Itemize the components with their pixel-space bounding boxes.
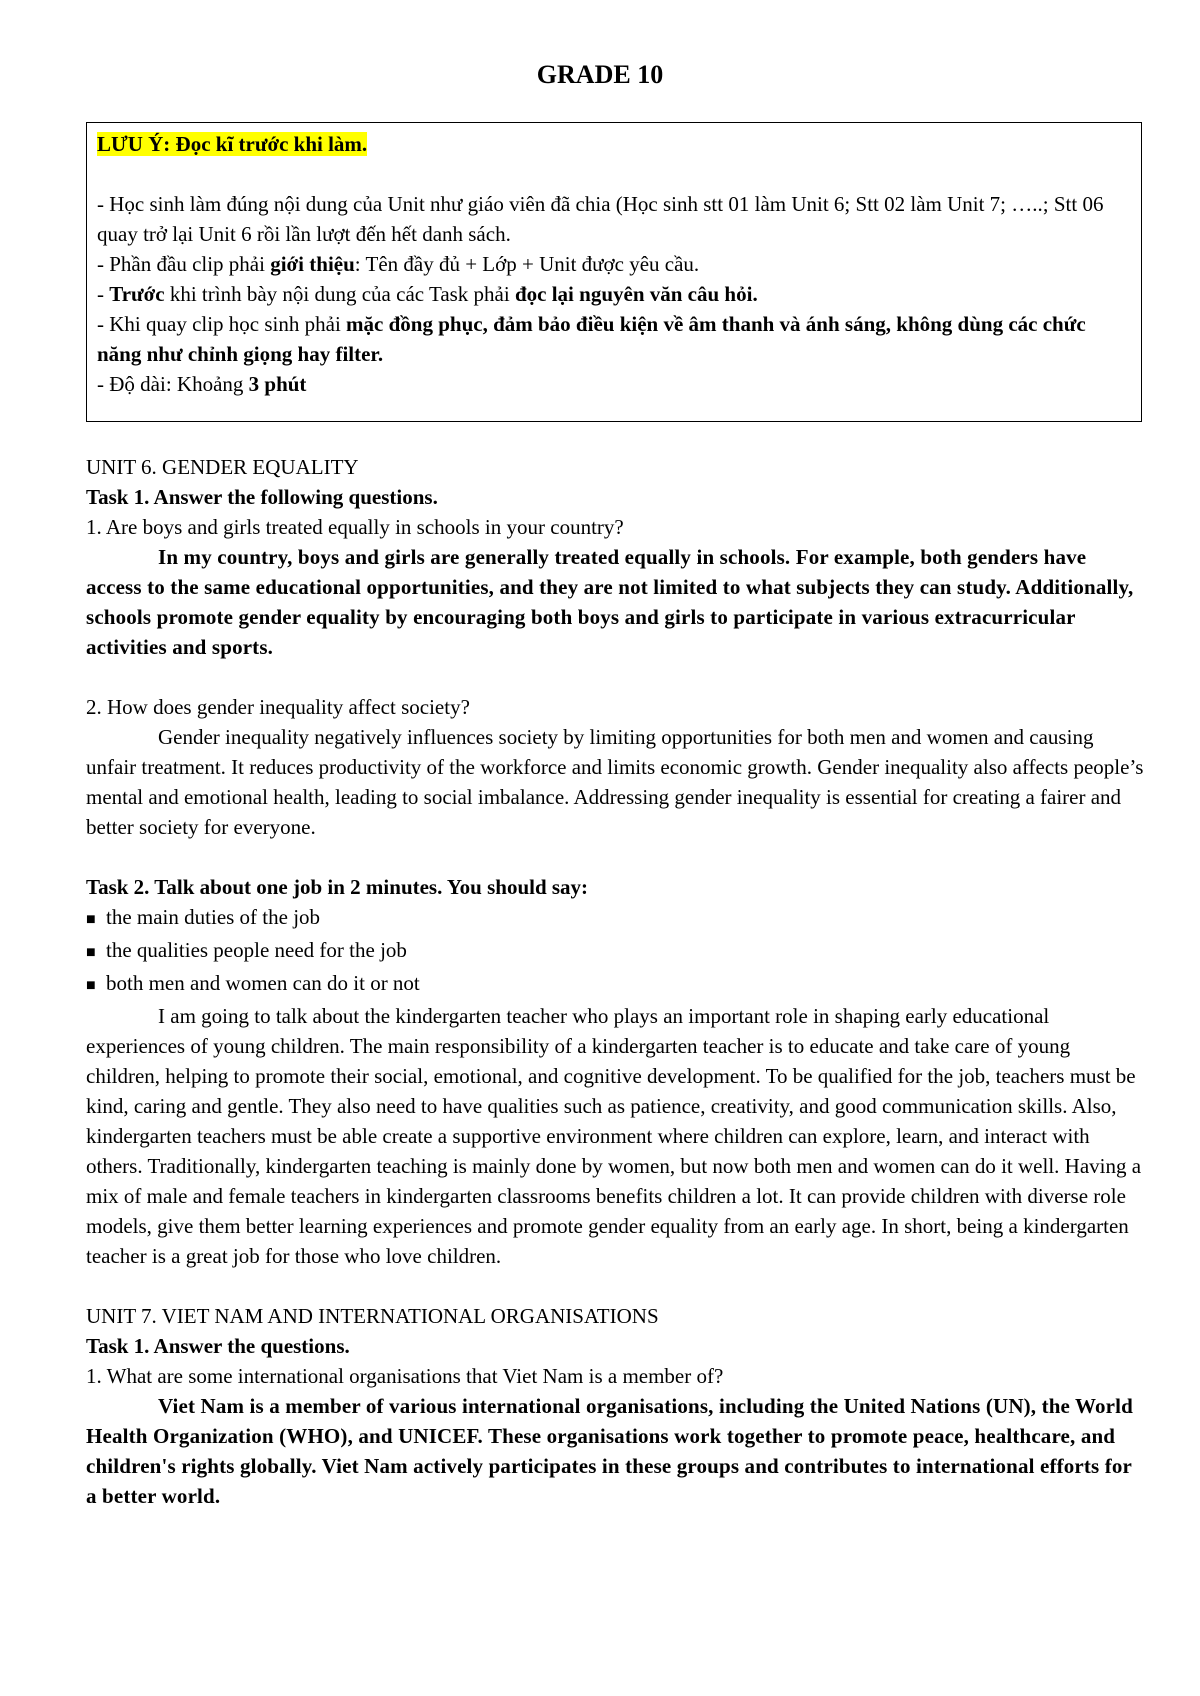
bullet-text: the main duties of the job (106, 905, 321, 929)
unit6-question-2: 2. How does gender inequality affect society? (86, 695, 470, 719)
square-bullet-icon: ■ (86, 977, 96, 994)
note-line-2-rest: : Tên đầy đủ + Lớp + Unit được yêu cầu. (354, 252, 700, 276)
unit6-answer-2: Gender inequality negatively influences society by limiting opportunities for both men and women and causing unfair treatment. It reduces productivity of the workforce and limits economic growth. Gender inequality also affects people’s mental and emotional health, leading to social imbalance. Addressing gender inequality is essential for creating a fairer and better society for everyone. (86, 725, 1144, 839)
unit6-answer-1: In my country, boys and girls are generally treated equally in schools. For example, both genders have access to the same educational opportunities, and they are not limited to what subjects they can study. Additionally, schools promote gender equality by encouraging both boys and girls to participate in various extracurricular activities and sports. (86, 545, 1134, 659)
note-line-3-dash: - (97, 282, 110, 306)
note-line-1: - Học sinh làm đúng nội dung của Unit như giáo viên đã chia (Học sinh stt 01 làm Unit 6; Stt 02 làm Unit 7; …..; Stt 06 quay trở lại Unit 6 rồi lần lượt đến hết danh sách. (97, 192, 1104, 246)
note-line-4 (97, 309, 1131, 369)
note-line-3-bold: Trước (109, 282, 165, 306)
note-line-3-bold-end: đọc lại nguyên văn câu hỏi. (514, 282, 758, 306)
main-content (86, 452, 1144, 1511)
square-bullet-icon: ■ (86, 944, 96, 961)
bullet-item (86, 968, 1144, 1001)
bullet-item (86, 935, 1144, 968)
note-line-5-bold: 3 phút (248, 372, 307, 396)
note-line-2-bold: giới thiệu (270, 252, 355, 276)
page-title: GRADE 10 (536, 60, 664, 89)
note-gap (97, 159, 1131, 189)
unit6-task2-answer: I am going to talk about the kindergarten teacher who plays an important role in shaping early educational experiences of young children. The main responsibility of a kindergarten teacher is to educate and take care of young children, helping to promote their social, emotional, and cognitive development. To be qualified for the job, teachers must be kind, caring and gentle. They also need to have qualities such as patience, creativity, and good communication skills. Also, kindergarten teachers must be able create a supportive environment where children can explore, learn, and interact with others. Traditionally, kindergarten teaching is mainly done by women, but now both men and women can do it well. Having a mix of male and female teachers in kindergarten classrooms benefits children a lot. It can provide children with diverse role models, give them better learning experiences and promote gender equality from an early age. In short, being a kindergarten teacher is a great job for those who love children. (86, 1004, 1142, 1268)
square-bullet-icon: ■ (86, 911, 96, 928)
unit7-question-1: 1. What are some international organisations that Viet Nam is a member of? (86, 1364, 724, 1388)
note-line-5 (97, 369, 1131, 399)
bullet-text: the qualities people need for the job (106, 938, 407, 962)
unit6-task2-heading: Task 2. Talk about one job in 2 minutes. You should say: (86, 875, 589, 899)
note-line-3-text: khi trình bày nội dung của các Task phải (164, 282, 515, 306)
note-line-4-bold: mặc đồng phục, đảm bảo điều kiện về âm thanh và ánh sáng, không dùng các chức năng như chỉnh giọng hay filter. (97, 312, 1086, 366)
note-heading-line (97, 129, 1131, 159)
spacer (86, 842, 1144, 872)
note-line-5-text: - Độ dài: Khoảng (97, 372, 249, 396)
note-box (86, 122, 1142, 422)
spacer (86, 1271, 1144, 1301)
unit7-task1-heading: Task 1. Answer the questions. (86, 1334, 350, 1358)
note-line-3 (97, 279, 1131, 309)
unit7-heading: UNIT 7. VIET NAM AND INTERNATIONAL ORGANISATIONS (86, 1304, 659, 1328)
bullet-item (86, 902, 1144, 935)
bullet-text: both men and women can do it or not (106, 971, 420, 995)
unit6-question-1: 1. Are boys and girls treated equally in schools in your country? (86, 515, 624, 539)
note-line-2 (97, 249, 1131, 279)
note-line-2-text: - Phần đầu clip phải (97, 252, 271, 276)
note-heading: LƯU Ý: Đọc kĩ trước khi làm. (97, 132, 368, 156)
spacer (86, 662, 1144, 692)
unit7-answer-1: Viet Nam is a member of various international organisations, including the United Nations (UN), the World Health Organization (WHO), and UNICEF. These organisations work together to promote peace, healthcare, and children's rights globally. Viet Nam actively participates in these groups and contributes to international efforts for a better world. (86, 1394, 1133, 1508)
unit6-heading: UNIT 6. GENDER EQUALITY (86, 455, 359, 479)
note-line-4-text: - Khi quay clip học sinh phải (97, 312, 347, 336)
unit6-task1-heading: Task 1. Answer the following questions. (86, 485, 438, 509)
